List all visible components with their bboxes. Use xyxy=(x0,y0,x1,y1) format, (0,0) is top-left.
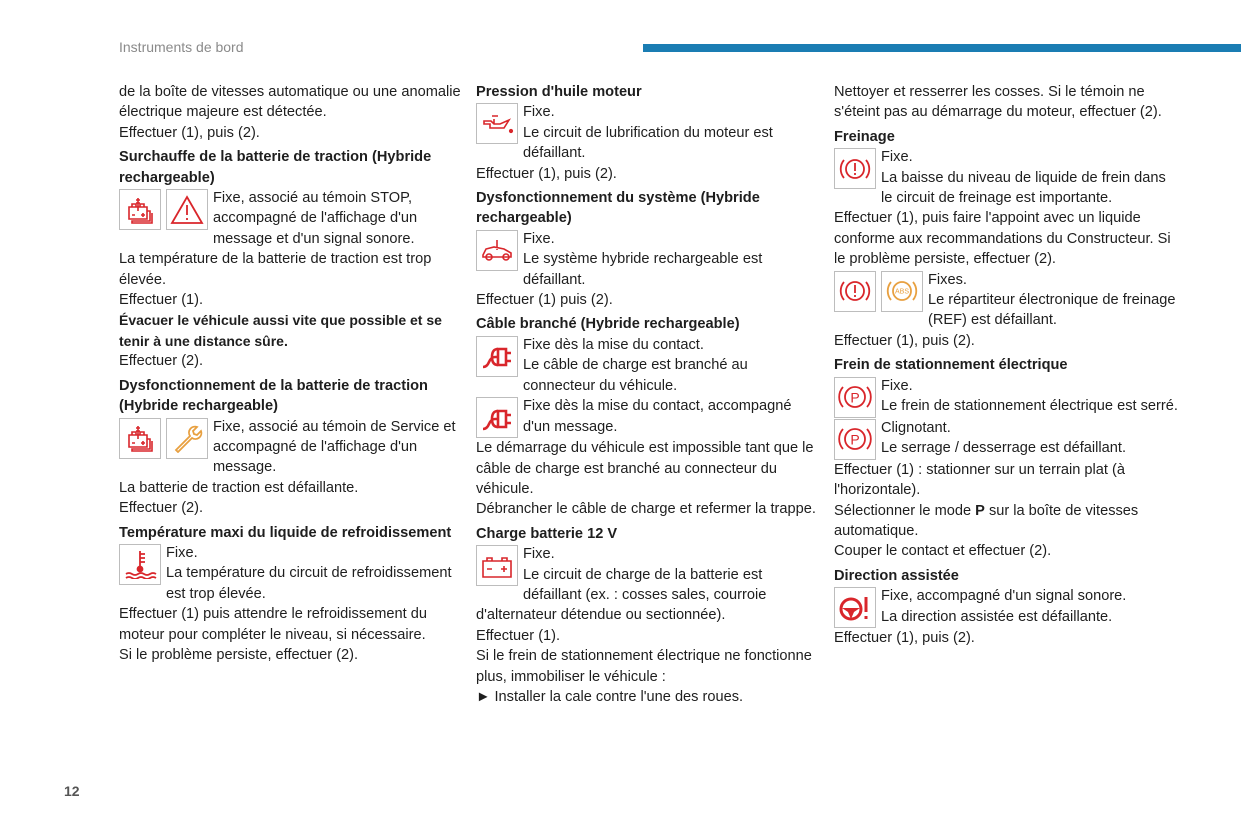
warning-state: Fixe dès la mise du contact. xyxy=(523,336,704,353)
section-heading: Pression d'huile moteur xyxy=(476,84,642,100)
column-2 xyxy=(476,82,820,707)
warning-text: Le système hybride rechargeable est défaillant. xyxy=(523,251,763,288)
section-heading: Charge batterie 12 V xyxy=(476,525,618,542)
section-heading: Dysfonctionnement de la batterie de traction (Hybride rechargeable) xyxy=(119,377,428,415)
warning-text: Fixe, associé au témoin de Service et accompagné de l'affichage d'un message. xyxy=(213,418,456,476)
warning-state: Fixe. xyxy=(523,104,555,121)
section-heading: Dysfonctionnement du système (Hybride rechargeable) xyxy=(476,190,760,227)
warning-text: Le serrage / desserrage est défaillant. xyxy=(881,440,1126,457)
text: Sélectionner le mode xyxy=(834,502,976,519)
warning-block xyxy=(834,147,1178,208)
warning-text: Le circuit de lubrification du moteur est défaillant. xyxy=(523,124,773,162)
paragraph: Effectuer (2). xyxy=(119,500,204,517)
abs-icon-label: ABS xyxy=(894,288,910,296)
column-1 xyxy=(119,82,463,665)
warning-block xyxy=(119,188,463,249)
warning-state: Fixe. xyxy=(523,230,555,247)
power-steering-icon xyxy=(834,587,876,628)
warning-block xyxy=(834,270,1178,331)
parking-brake-icon xyxy=(834,419,876,460)
warning-block xyxy=(476,335,820,396)
hybrid-system-fault-icon xyxy=(476,230,518,271)
warning-triangle-icon xyxy=(166,189,208,230)
bold-instruction: Évacuer le véhicule aussi vite que possible et se tenir à une distance sûre. xyxy=(119,312,442,349)
warning-text: Fixe, associé au témoin STOP, accompagné de l'affichage d'un message et d'un signal sonore. xyxy=(213,190,418,247)
warning-text: Le répartiteur électronique de freinage (REF) est défaillant. xyxy=(928,292,1176,329)
warning-text: La température du circuit de refroidissement est trop élevée. xyxy=(166,565,452,602)
paragraph: Effectuer (1) puis attendre le refroidissement du moteur pour compléter le niveau, si nécessaire. xyxy=(119,606,427,643)
warning-block xyxy=(119,417,463,478)
warning-state: Fixes. xyxy=(928,271,967,288)
paragraph: Débrancher le câble de charge et refermer la trappe. xyxy=(476,501,816,518)
warning-text: Le circuit de charge de la batterie est défaillant (ex. : cosses sales, courroie d'alternateur détendue ou sectionnée). xyxy=(476,566,767,624)
warning-text: Le câble de charge est branché au connecteur du véhicule. xyxy=(523,357,748,394)
paragraph: Couper le contact et effectuer (2). xyxy=(834,543,1052,560)
text: sur la boîte de vitesses automatique. xyxy=(834,502,1139,539)
paragraph: Si le problème persiste, effectuer (2). xyxy=(119,646,359,663)
paragraph: Effectuer (1), puis (2). xyxy=(834,630,975,647)
charging-plug-icon xyxy=(476,397,518,438)
warning-text: La baisse du niveau de liquide de frein dans le circuit de freinage est importante. xyxy=(881,169,1166,207)
parking-brake-icon-label: P xyxy=(850,431,860,448)
warning-state: Fixe. xyxy=(881,377,913,394)
warning-block xyxy=(476,229,820,290)
section-heading: Frein de stationnement électrique xyxy=(834,357,1068,374)
warning-block xyxy=(476,544,820,626)
brake-warning-icon xyxy=(834,148,876,189)
paragraph: Effectuer (2). xyxy=(119,353,204,370)
paragraph: La batterie de traction est défaillante. xyxy=(119,479,359,496)
section-heading: Freinage xyxy=(834,128,895,145)
abs-icon xyxy=(881,271,923,312)
section-heading: Direction assistée xyxy=(834,567,959,584)
warning-block xyxy=(476,396,820,438)
paragraph: de la boîte de vitesses automatique ou une anomalie électrique majeure est détectée. xyxy=(119,84,461,121)
parking-brake-icon xyxy=(834,377,876,418)
warning-block xyxy=(834,586,1178,628)
column-3 xyxy=(834,82,1178,649)
paragraph: La température de la batterie de traction est trop élevée. xyxy=(119,251,432,288)
warning-text: Fixe dès la mise du contact, accompagné d'un message. xyxy=(523,398,792,435)
running-header: Instruments de bord xyxy=(119,39,244,55)
paragraph: Le démarrage du véhicule est impossible tant que le câble de charge est branché au connecteur du véhicule. xyxy=(476,440,814,497)
section-heading: Câble branché (Hybride rechargeable) xyxy=(476,316,740,333)
warning-block xyxy=(119,543,463,604)
warning-block xyxy=(834,418,1178,460)
gear-mode-p: P xyxy=(975,502,985,519)
paragraph: Nettoyer et resserrer les cosses. Si le témoin ne s'éteint pas au démarrage du moteur, effectuer (2). xyxy=(834,84,1162,121)
warning-state: Fixe. xyxy=(523,546,555,563)
wrench-icon xyxy=(166,418,208,459)
paragraph: Effectuer (1) : stationner sur un terrain plat (à l'horizontale). xyxy=(834,461,1125,499)
paragraph: Effectuer (1) puis (2). xyxy=(476,292,613,309)
warning-state: Fixe. xyxy=(881,149,913,166)
charging-plug-icon xyxy=(476,336,518,377)
coolant-temperature-icon xyxy=(119,544,161,585)
parking-brake-icon-label: P xyxy=(850,389,860,406)
battery-charge-icon xyxy=(476,545,518,586)
oil-pressure-icon xyxy=(476,103,518,144)
paragraph: Si le frein de stationnement électrique ne fonctionne plus, immobiliser le véhicule : xyxy=(476,648,812,685)
warning-block xyxy=(834,376,1178,418)
paragraph: Effectuer (1). xyxy=(119,292,204,309)
warning-state: Fixe, accompagné d'un signal sonore. xyxy=(881,588,1127,605)
paragraph: Effectuer (1), puis (2). xyxy=(119,124,260,141)
paragraph xyxy=(834,501,1178,542)
section-heading: Température maxi du liquide de refroidissement xyxy=(119,524,452,541)
section-heading: Surchauffe de la batterie de traction (Hybride rechargeable) xyxy=(119,149,432,186)
warning-text: La direction assistée est défaillante. xyxy=(881,608,1113,625)
page-number: 12 xyxy=(64,783,80,799)
warning-state: Clignotant. xyxy=(881,419,951,436)
warning-block xyxy=(476,102,820,163)
warning-state: Fixe. xyxy=(166,544,198,561)
paragraph: Effectuer (1), puis (2). xyxy=(834,332,975,349)
battery-temperature-icon xyxy=(119,418,161,459)
paragraph: Effectuer (1), puis faire l'appoint avec un liquide conforme aux recommandations du Constructeur. Si le problème persiste, effectuer (2). xyxy=(834,210,1171,268)
bullet-item: ► Installer la cale contre l'une des roues. xyxy=(476,688,744,705)
paragraph: Effectuer (1). xyxy=(476,627,561,644)
battery-temperature-icon xyxy=(119,189,161,230)
warning-text: Le frein de stationnement électrique est serré. xyxy=(881,398,1178,415)
brake-warning-icon xyxy=(834,271,876,312)
paragraph: Effectuer (1), puis (2). xyxy=(476,165,617,182)
header-accent-bar xyxy=(643,44,1241,52)
